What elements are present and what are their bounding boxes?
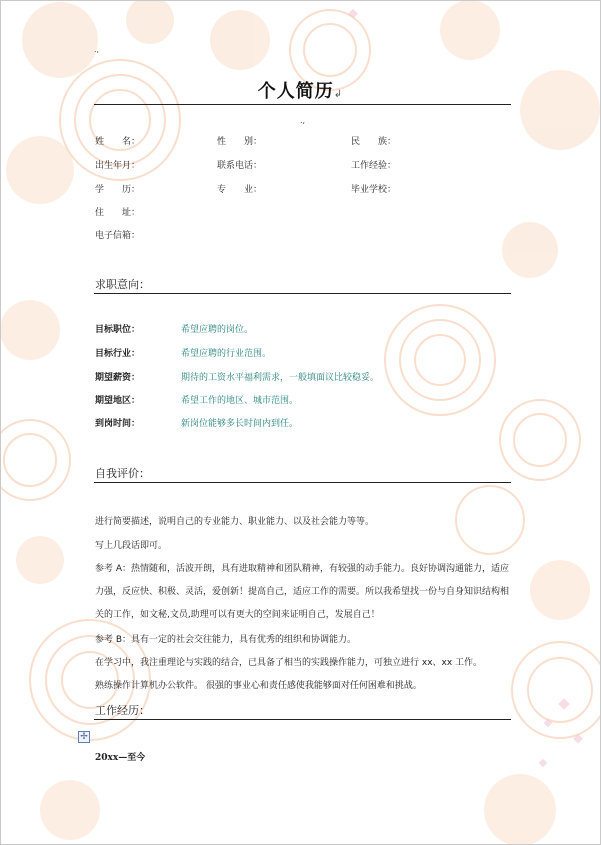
work-exp-heading: 工作经历： xyxy=(95,704,150,717)
expected-salary-value: 期待的工资水平福利需求，一般填面议比较稳妥。 xyxy=(181,373,380,383)
work-exp-divider xyxy=(94,719,511,720)
info-row-1 xyxy=(95,136,525,148)
expected-region-value: 希望工作的地区、城市范围。 xyxy=(181,396,299,406)
target-industry-label: 目标行业： xyxy=(95,349,141,359)
self-eval-heading: 自我评价： xyxy=(95,467,150,480)
school-label: 毕业学校： xyxy=(351,185,397,195)
self-eval-line: 关的工作，如文秘,文员,助理可以有更大的空间来证明自己，发展自己！ xyxy=(95,610,380,620)
self-eval-line: 在学习中，我注重理论与实践的结合，已具备了相当的实践操作能力，可独立进行 xx、xx 工作。 xyxy=(95,658,483,668)
birth-label: 出生年月： xyxy=(95,161,141,171)
work-period: 20xx—至今 xyxy=(95,753,146,763)
target-industry-value: 希望应聘的行业范围。 xyxy=(181,349,272,359)
education-label: 学 历： xyxy=(95,185,141,195)
info-row-2 xyxy=(95,160,525,172)
page-title: 个人简历↲ xyxy=(257,81,344,102)
paragraph-mark: ., xyxy=(94,45,100,54)
name-label: 姓 名： xyxy=(95,137,141,147)
start-time-label: 到岗时间： xyxy=(95,419,141,429)
phone-label: 联系电话： xyxy=(217,161,263,171)
self-eval-line: 进行简要描述，说明自己的专业能力、职业能力、以及社会能力等等。 xyxy=(95,517,375,527)
info-row-3 xyxy=(95,184,525,196)
self-eval-line: 写上几段话即可。 xyxy=(95,541,168,551)
expected-salary-label: 期望薪资： xyxy=(95,373,141,383)
gender-label: 性 别： xyxy=(217,137,263,147)
major-label: 专 业： xyxy=(217,185,263,195)
self-eval-line: 参考 A：热情随和，活波开朗，具有进取精神和团队精神，有较强的动手能力。良好协调沟通能力，适应 xyxy=(95,564,510,574)
self-eval-divider xyxy=(94,482,511,483)
target-position-label: 目标职位： xyxy=(95,325,141,335)
job-intent-heading: 求职意向： xyxy=(95,278,150,291)
job-intent-divider xyxy=(94,293,511,294)
start-time-value: 新岗位能够多长时间内到任。 xyxy=(181,419,299,429)
target-position-value: 希望应聘的岗位。 xyxy=(181,325,254,335)
email-label: 电子信箱： xyxy=(95,231,141,241)
expected-region-label: 期望地区： xyxy=(95,396,141,406)
self-eval-line: 熟练操作计算机办公软件。 很强的事业心和责任感使我能够面对任何困难和挑战。 xyxy=(95,681,422,691)
info-row-4 xyxy=(95,207,525,219)
table-move-handle-icon[interactable]: ✢ xyxy=(78,731,90,743)
title-divider xyxy=(94,104,511,105)
ethnicity-label: 民 族： xyxy=(351,137,397,147)
self-eval-line: 力强，反应快、积极、灵活，爱创新！提高自己，适应工作的需要。所以我希望找一份与自身知识结构相 xyxy=(95,587,510,597)
work-exp-label: 工作经验： xyxy=(351,161,397,171)
self-eval-line: 参考 B：具有一定的社会交往能力，具有优秀的组织和协调能力。 xyxy=(95,635,357,645)
address-label: 住 址： xyxy=(95,208,141,218)
info-row-5 xyxy=(95,230,525,242)
paragraph-mark: ., xyxy=(300,116,306,125)
